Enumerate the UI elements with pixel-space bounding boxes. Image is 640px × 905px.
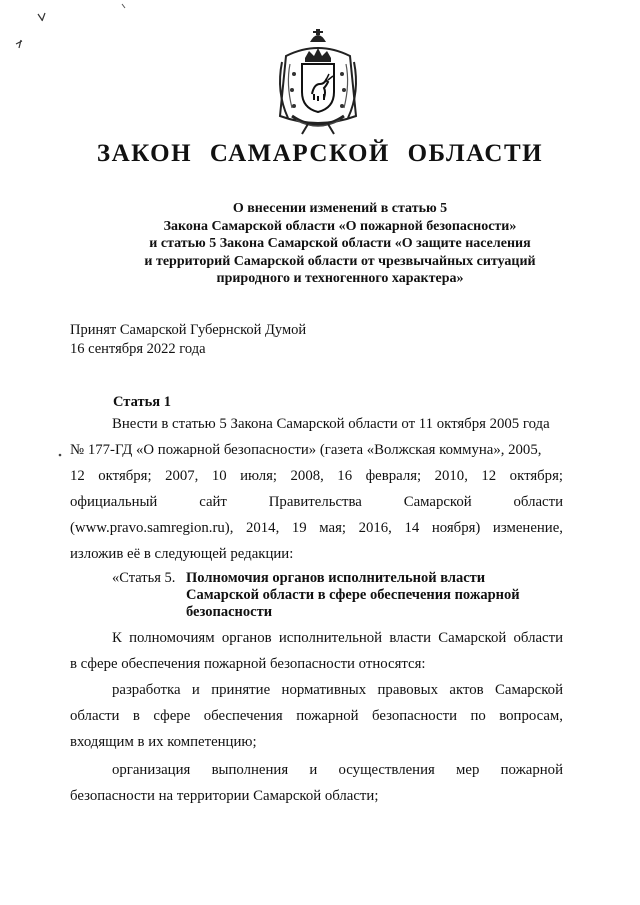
paragraph-line: безопасности на территории Самарской области;: [70, 788, 379, 804]
subtitle-line: и статью 5 Закона Самарской области «О защите населения: [149, 236, 531, 251]
measures-paragraph: [70, 757, 563, 809]
quote-title-line: Самарской области в сфере обеспечения пожарной: [186, 587, 520, 603]
powers-paragraph: [70, 625, 563, 677]
paragraph-line: организация выполнения и осуществления мер пожарной: [112, 762, 563, 778]
quote-title: [186, 570, 566, 621]
article-heading: Статья 1: [113, 394, 171, 410]
law-title: ЗАКОН САМАРСКОЙ ОБЛАСТИ: [96, 140, 544, 167]
accepted-date: 16 сентября 2022 года: [70, 341, 206, 357]
paragraph-line: в сфере обеспечения пожарной безопасности относятся:: [70, 656, 426, 672]
paragraph-line: входящим в их компетенцию;: [70, 734, 257, 750]
paragraph-line: (www.pravo.samregion.ru), 2014, 19 мая; 2016, 14 ноября) изменение,: [70, 520, 563, 536]
paragraph-line: Внести в статью 5 Закона Самарской области от 11 октября 2005 года: [112, 416, 550, 432]
quote-title-line: Полномочия органов исполнительной власти: [186, 570, 486, 586]
samara-coat-of-arms-icon: [272, 28, 364, 138]
quote-prefix: «Статья 5.: [112, 570, 176, 586]
subtitle-line: и территорий Самарской области от чрезвычайных ситуаций: [144, 253, 536, 269]
subtitle-line: О внесении изменений в статью 5: [232, 201, 448, 216]
acceptance-note: [70, 321, 306, 359]
paragraph-line: изложив её в следующей редакции:: [70, 546, 294, 562]
paragraph-line: официальный сайт Правительства Самарской области: [70, 494, 563, 510]
paragraph-line: области в сфере обеспечения пожарной безопасности по вопросам,: [70, 708, 563, 724]
paragraph-line: 12 октября; 2007, 10 июля; 2008, 16 февраля; 2010, 12 октября;: [70, 468, 563, 484]
paragraph-line: разработка и принятие нормативных правовых актов Самарской: [112, 682, 563, 698]
quote-title-line: безопасности: [186, 604, 273, 620]
subtitle-line: природного и техногенного характера»: [216, 271, 464, 286]
article1-paragraph: [70, 411, 563, 567]
subtitle-line: Закона Самарской области «О пожарной безопасности»: [163, 218, 517, 234]
accepted-by: Принят Самарской Губернской Думой: [70, 322, 307, 338]
law-subtitle: [40, 200, 640, 288]
regulations-paragraph: [70, 677, 563, 755]
paragraph-line: № 177-ГД «О пожарной безопасности» (газета «Волжская коммуна», 2005,: [70, 442, 542, 458]
paragraph-line: К полномочиям органов исполнительной власти Самарской области: [112, 630, 563, 646]
